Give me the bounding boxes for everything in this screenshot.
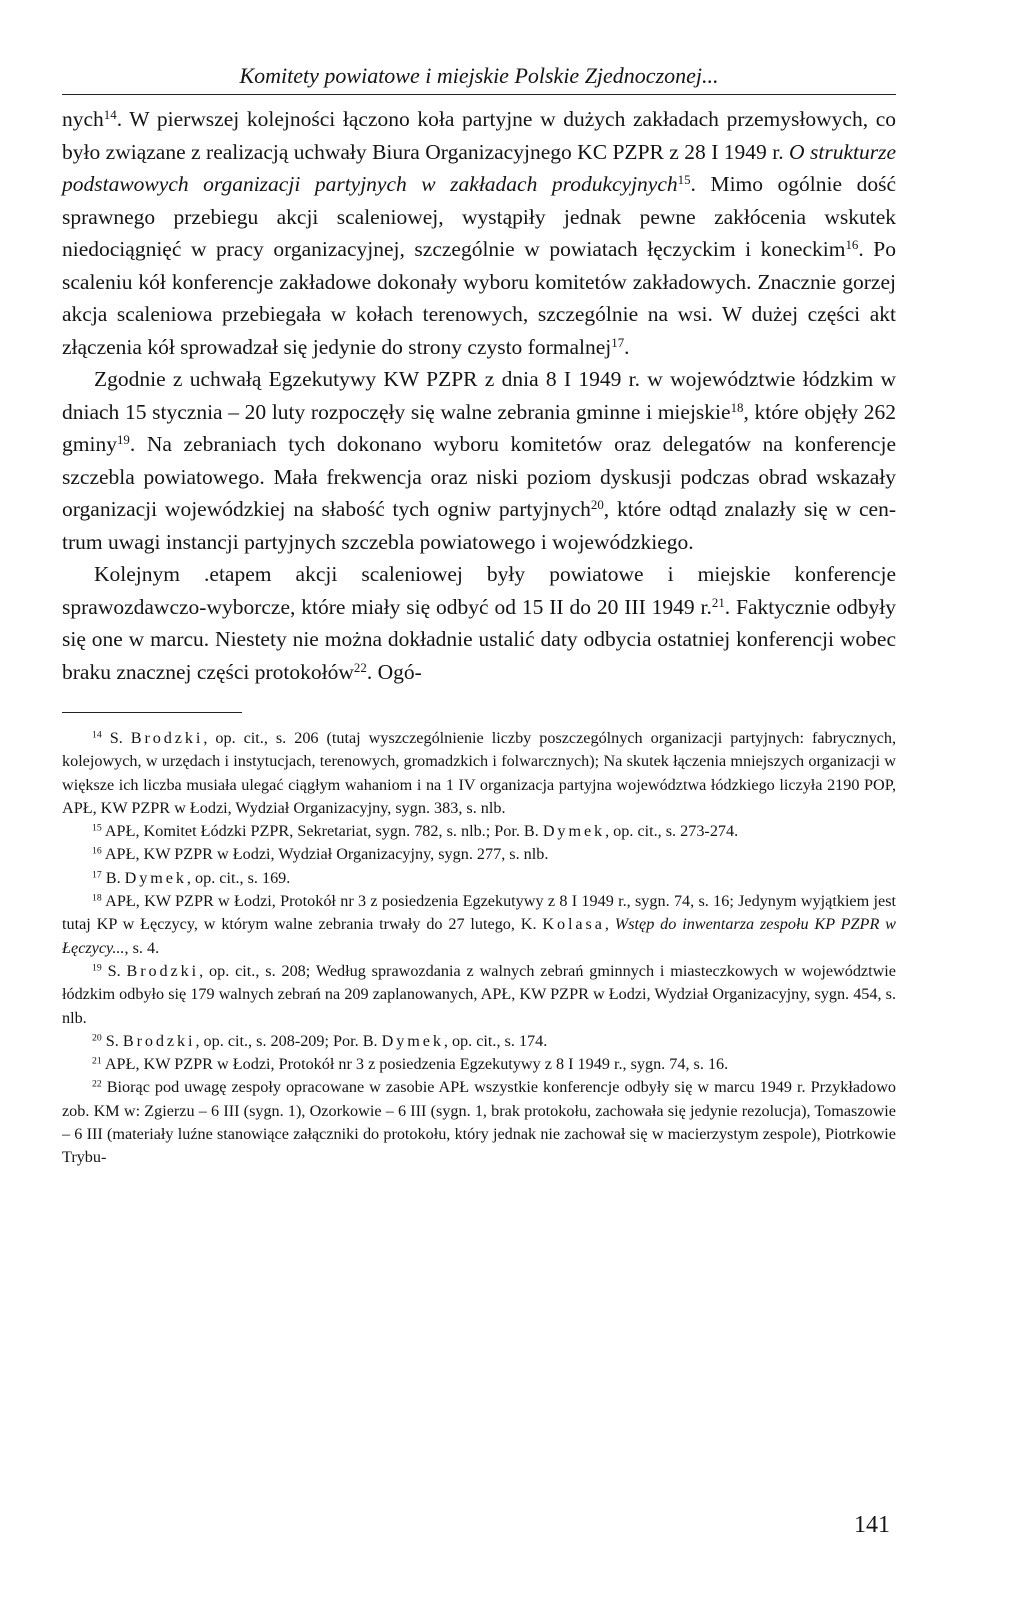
footnote-marker: 14 bbox=[92, 729, 102, 741]
footnote-marker: 20 bbox=[590, 497, 604, 512]
footnote-marker: 15 bbox=[92, 822, 102, 834]
footnote-marker: 17 bbox=[92, 869, 102, 881]
text-run: . Na zebraniach tych dokonano wyboru komitetów oraz delegatów na konferencje szczebla powiatowego. Mała frekwencja oraz niski poziom dyskusji podczas obrad wskazały organizacji wojewódzkiej na słabość tych ogniw partyjnych bbox=[62, 432, 896, 521]
footnote-marker: 17 bbox=[611, 335, 625, 350]
footnote-marker: 18 bbox=[92, 892, 102, 904]
text-run: Kolejnym .etapem akcji scaleniowej były powiatowe i miejskie konferencje sprawozdawczo-wyborcze, które miały się odbyć od 15 II do 20 III 1949 r. bbox=[62, 562, 896, 619]
spaced-author-name: Brodzki bbox=[126, 961, 200, 980]
spaced-author-name: Dymek bbox=[381, 1031, 444, 1050]
text-run: APŁ, KW PZPR w Łodzi, Wydział Organizacyjny, sygn. 277, s. nlb. bbox=[101, 845, 549, 864]
text-run: . W pierwszej kolejności łączono koła partyjne w dużych zakładach przemysłowych, co było związane z realizacją uchwały Biura Organizacyjnego KC PZPR z 28 I 1949 r. bbox=[62, 107, 896, 164]
footnote bbox=[62, 1053, 896, 1076]
footnote bbox=[62, 1030, 896, 1053]
text-run: . Mimo ogólnie dość sprawnego przebiegu akcji scaleniowej, wystąpiły jednak pewne zakłócenia wskutek niedociągnięć w pracy organizacyjnej, szczególnie w powiatach łęczyckim i koneckim bbox=[62, 172, 896, 261]
text-run: , które odtąd znalazły się w centrum uwagi instancji partyjnych szczebla powiatowego i wojewódzkiego. bbox=[62, 497, 896, 554]
text-run: , op. cit., s. 208; Według sprawozdania z walnych zebrań gminnych i miasteczkowych w województwie łódzkim odbyło się 179 walnych zebrań na 209 zaplanowanych, APŁ, KW PZPR w Łodzi, Wydział Organizacyjny, sygn. 454, s. nlb. bbox=[62, 961, 896, 1027]
footnote bbox=[62, 890, 896, 960]
footnote-marker: 22 bbox=[92, 1079, 102, 1091]
text-run: , op. cit., s. 174. bbox=[443, 1031, 548, 1050]
footnote bbox=[62, 843, 896, 866]
text-run: , bbox=[604, 915, 615, 934]
document-page bbox=[62, 62, 896, 1170]
spaced-author-name: Brodzki bbox=[130, 729, 204, 747]
footnote bbox=[62, 1076, 896, 1169]
footnote-marker: 15 bbox=[677, 172, 691, 187]
spaced-author-name: Kolasa bbox=[542, 915, 605, 934]
text-run: APŁ, KW PZPR w Łodzi, Protokół nr 3 z posiedzenia Egzekutywy z 8 I 1949 r., sygn. 74, s. 16. bbox=[101, 1055, 729, 1074]
paragraph bbox=[62, 558, 896, 688]
running-header: Komitety powiatowe i miejskie Polskie Zjednoczonej... bbox=[62, 62, 896, 95]
text-run: , s. 4. bbox=[124, 938, 160, 957]
text-run: . Po scaleniu kół konferencje zakładowe dokonały wyboru komitetów zakładowych. Znacznie gorzej akcja scaleniowa przebiegała w kołach terenowych, szczególnie na wsi. W dużej części akt złączenia kół sprowadzał się jedynie do strony czysto formalnej bbox=[62, 237, 896, 359]
text-run: , które objęły 262 gminy bbox=[62, 399, 896, 456]
spaced-author-name: Dymek bbox=[542, 822, 606, 841]
footnotes bbox=[62, 727, 896, 1170]
footnote-marker: 22 bbox=[353, 660, 367, 675]
footnote bbox=[62, 960, 896, 1030]
text-run: APŁ, KW PZPR w Łodzi, Protokół nr 3 z posiedzenia Egzekutywy z 8 I 1949 r., sygn. 74, s. 16; Jedynym wyjątkiem jest tutaj KP w Łęczycy, w którym walne zebrania trwały do 27 lutego, K. bbox=[62, 892, 896, 934]
page-number: 141 bbox=[854, 1512, 890, 1538]
footnote-marker: 21 bbox=[92, 1055, 102, 1067]
footnote-marker: 14 bbox=[103, 107, 117, 122]
footnote-marker: 18 bbox=[730, 400, 744, 415]
italic-text: Wstęp do inwentarza zespołu KP PZPR w Łęczycy... bbox=[62, 915, 896, 957]
text-run: B. bbox=[101, 868, 125, 887]
text-run: Zgodnie z uchwałą Egzekutywy KW PZPR z dnia 8 I 1949 r. w województwie łódzkim w dniach 15 stycznia – 20 luty rozpoczęły się walne zebrania gminne i miejskie bbox=[62, 367, 896, 424]
footnote bbox=[62, 820, 896, 843]
text-run: S. bbox=[101, 729, 131, 747]
text-run: APŁ, Komitet Łódzki PZPR, Sekretariat, sygn. 782, s. nlb.; Por. B. bbox=[101, 822, 543, 841]
footnote bbox=[62, 867, 896, 890]
text-run: , op. cit., s. 206 (tutaj wyszczególnienie liczby poszczególnych organizacji partyjnych: fabrycznych, kolejowych, w urzędach i instytucjach, terenowych, gromadzkich i folwarcznych); Na skutek łączenia mniejszych organizacji w większe ich liczba musiała ulegać ciągłym wahaniom i na 1 IV organizacja partyjna województwa łódzkiego liczyła 2190 POP, APŁ, KW PZPR w Łodzi, Wydział Organizacyjny, sygn. 383, s. nlb. bbox=[62, 729, 896, 817]
text-run: . Faktycznie odbyły się one w marcu. Niestety nie można dokładnie ustalić daty odbycia ostatniej konferencji wobec braku znacznej części protokołów bbox=[62, 594, 896, 684]
spaced-author-name: Brodzki bbox=[122, 1031, 196, 1050]
paragraph bbox=[62, 363, 896, 558]
footnote-marker: 21 bbox=[711, 595, 725, 610]
text-run: . bbox=[624, 334, 630, 359]
text-run: , op. cit., s. 208-209; Por. B. bbox=[195, 1031, 382, 1050]
spaced-author-name: Dymek bbox=[124, 868, 187, 887]
text-run: , op. cit., s. 273-274. bbox=[605, 822, 739, 841]
text-run: S. bbox=[101, 961, 127, 980]
italic-text: O strukturze podstawowych organizacji partyjnych w zakładach produkcyjnych bbox=[62, 139, 896, 196]
text-run: nych bbox=[62, 107, 104, 131]
text-run: Biorąc pod uwagę zespoły opracowane w zasobie APŁ wszystkie konferencje odbyły się w marcu 1949 r. Przykładowo zob. KM w: Zgierzu – 6 III (sygn. 1), Ozorkowie – 6 III (sygn. 1, brak protokołu, zachowała się jedynie rezolucja), Tomaszowie – 6 III (materiały luźne stanowiące załączniki do protokołu, który jednak nie zachował się w macierzystym zespole), Piotrkowie Trybu- bbox=[62, 1078, 896, 1167]
footnote bbox=[62, 727, 896, 820]
text-run: , op. cit., s. 169. bbox=[186, 868, 291, 887]
text-run: . Ogó- bbox=[366, 659, 422, 684]
footnote-marker: 20 bbox=[92, 1032, 102, 1044]
footnote-marker: 19 bbox=[92, 962, 102, 974]
paragraph bbox=[62, 103, 896, 363]
footnote-marker: 19 bbox=[116, 432, 130, 447]
text-run: S. bbox=[101, 1031, 123, 1050]
footnote-marker: 16 bbox=[845, 237, 859, 252]
body-text bbox=[62, 103, 896, 688]
footnote-marker: 16 bbox=[92, 846, 102, 858]
footnote-separator bbox=[62, 712, 242, 713]
